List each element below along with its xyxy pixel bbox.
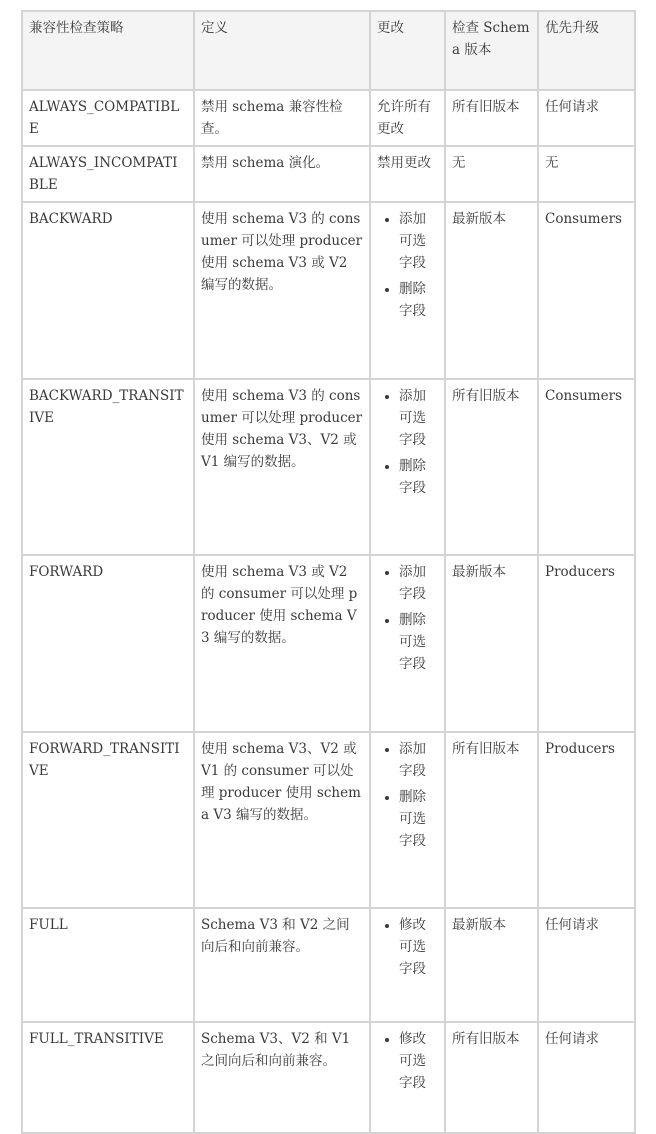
definition-cell: 使用 schema V3 或 V2 的 consumer 可以处理 producer 使用 schema V3 编写的数据。 bbox=[194, 555, 370, 732]
upgrade-cell: Producers bbox=[538, 555, 635, 732]
changes-cell bbox=[370, 1022, 445, 1133]
table-row bbox=[22, 202, 635, 379]
upgrade-cell: 任何请求 bbox=[538, 90, 635, 146]
header-definition: 定义 bbox=[194, 11, 370, 90]
policy-cell: ALWAYS_INCOMPATIBLE bbox=[22, 146, 194, 202]
table-row bbox=[22, 908, 635, 1022]
table-row bbox=[22, 379, 635, 555]
upgrade-cell: Producers bbox=[538, 732, 635, 908]
list-item: • 添加字段 bbox=[399, 561, 438, 605]
changes-cell bbox=[370, 732, 445, 908]
definition-cell: 禁用 schema 兼容性检查。 bbox=[194, 90, 370, 146]
check-version-cell: 无 bbox=[445, 146, 538, 202]
list-item: • 删除可选字段 bbox=[399, 609, 438, 675]
policy-cell: BACKWARD_TRANSITIVE bbox=[22, 379, 194, 555]
list-item: • 添加可选字段 bbox=[399, 385, 438, 451]
header-check-version: 检查 Schema 版本 bbox=[445, 11, 538, 90]
check-version-cell: 最新版本 bbox=[445, 908, 538, 1022]
table-row bbox=[22, 555, 635, 732]
changes-list bbox=[377, 208, 438, 322]
policy-cell: FULL_TRANSITIVE bbox=[22, 1022, 194, 1133]
definition-cell: Schema V3、V2 和 V1 之间向后和向前兼容。 bbox=[194, 1022, 370, 1133]
check-version-cell: 所有旧版本 bbox=[445, 1022, 538, 1133]
list-item: • 添加可选字段 bbox=[399, 208, 438, 274]
compatibility-table-container bbox=[21, 10, 636, 1134]
policy-cell: FORWARD_TRANSITIVE bbox=[22, 732, 194, 908]
changes-cell: 禁用更改 bbox=[370, 146, 445, 202]
changes-list bbox=[377, 561, 438, 675]
check-version-cell: 最新版本 bbox=[445, 202, 538, 379]
policy-cell: FORWARD bbox=[22, 555, 194, 732]
header-changes: 更改 bbox=[370, 11, 445, 90]
definition-cell: 使用 schema V3 的 consumer 可以处理 producer 使用 schema V3、V2 或 V1 编写的数据。 bbox=[194, 379, 370, 555]
table-row bbox=[22, 1022, 635, 1133]
definition-cell: 使用 schema V3、V2 或 V1 的 consumer 可以处理 producer 使用 schema V3 编写的数据。 bbox=[194, 732, 370, 908]
header-upgrade-first: 优先升级 bbox=[538, 11, 635, 90]
definition-cell: Schema V3 和 V2 之间向后和向前兼容。 bbox=[194, 908, 370, 1022]
list-item: • 删除字段 bbox=[399, 455, 438, 499]
policy-cell: FULL bbox=[22, 908, 194, 1022]
list-item: • 删除可选字段 bbox=[399, 786, 438, 852]
upgrade-cell: 无 bbox=[538, 146, 635, 202]
upgrade-cell: 任何请求 bbox=[538, 908, 635, 1022]
upgrade-cell: Consumers bbox=[538, 202, 635, 379]
check-version-cell: 所有旧版本 bbox=[445, 732, 538, 908]
table-row bbox=[22, 732, 635, 908]
list-item: • 修改可选字段 bbox=[399, 1028, 438, 1094]
check-version-cell: 所有旧版本 bbox=[445, 90, 538, 146]
changes-cell bbox=[370, 555, 445, 732]
changes-cell bbox=[370, 908, 445, 1022]
changes-cell bbox=[370, 202, 445, 379]
compatibility-policy-table bbox=[21, 10, 636, 1134]
check-version-cell: 最新版本 bbox=[445, 555, 538, 732]
changes-list bbox=[377, 738, 438, 852]
header-policy: 兼容性检查策略 bbox=[22, 11, 194, 90]
changes-list bbox=[377, 1028, 438, 1094]
changes-cell: 允许所有更改 bbox=[370, 90, 445, 146]
policy-cell: ALWAYS_COMPATIBLE bbox=[22, 90, 194, 146]
list-item: • 添加字段 bbox=[399, 738, 438, 782]
changes-list bbox=[377, 385, 438, 499]
check-version-cell: 所有旧版本 bbox=[445, 379, 538, 555]
policy-cell: BACKWARD bbox=[22, 202, 194, 379]
upgrade-cell: 任何请求 bbox=[538, 1022, 635, 1133]
changes-list bbox=[377, 914, 438, 980]
definition-cell: 使用 schema V3 的 consumer 可以处理 producer 使用 schema V3 或 V2 编写的数据。 bbox=[194, 202, 370, 379]
list-item: • 删除字段 bbox=[399, 278, 438, 322]
table-row bbox=[22, 146, 635, 202]
definition-cell: 禁用 schema 演化。 bbox=[194, 146, 370, 202]
upgrade-cell: Consumers bbox=[538, 379, 635, 555]
list-item: • 修改可选字段 bbox=[399, 914, 438, 980]
table-row bbox=[22, 90, 635, 146]
changes-cell bbox=[370, 379, 445, 555]
table-header-row bbox=[22, 11, 635, 90]
